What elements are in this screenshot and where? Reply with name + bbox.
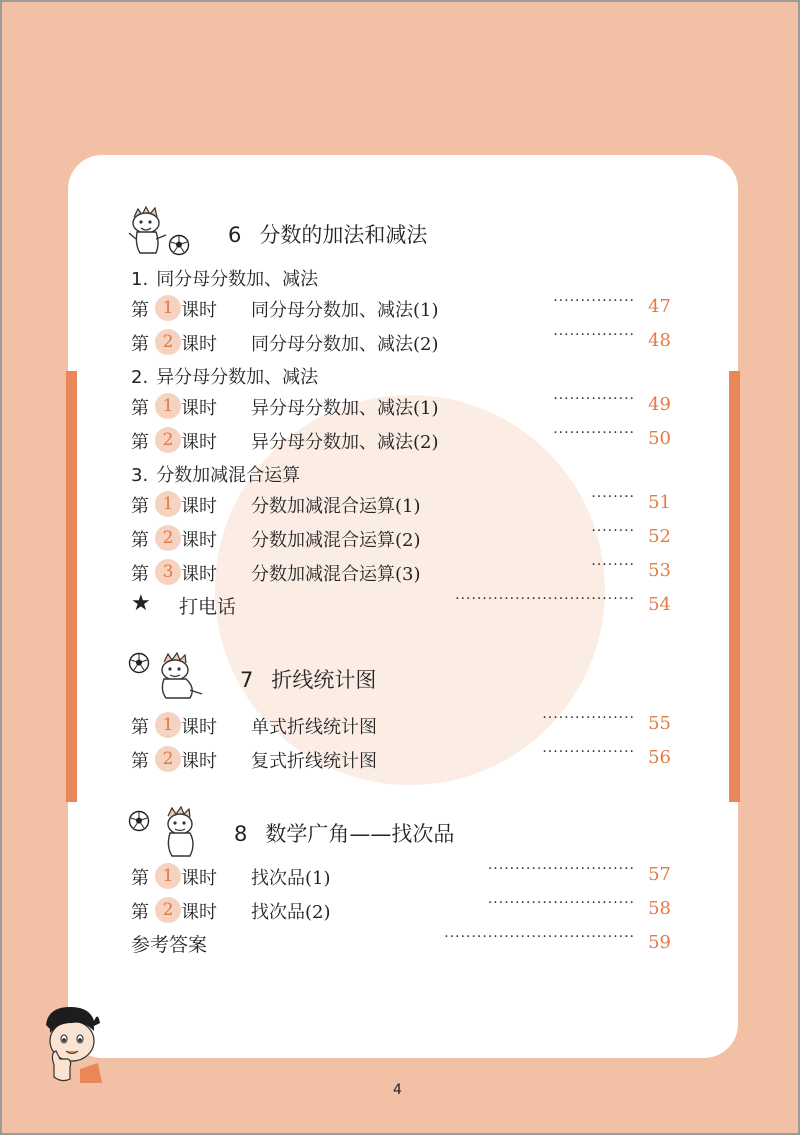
unit-7-title[interactable] <box>240 664 376 694</box>
dot-leader: ········ <box>591 523 635 539</box>
lesson-index-badge: 2 <box>155 427 181 453</box>
lesson-topic: 异分母分数加、减法(2) <box>251 432 439 453</box>
lesson-row[interactable]: 第 2 课时 异分母分数加、减法(2) ··············· 50 <box>131 425 671 453</box>
lesson-topic: 找次品(1) <box>251 868 331 889</box>
dot-leader: ··············· <box>553 391 635 407</box>
unit-7-label: 折线统计图 <box>271 668 377 692</box>
lesson-index-badge: 2 <box>155 897 181 923</box>
page-ref: 49 <box>648 394 671 415</box>
dot-leader: ··································· <box>444 929 635 945</box>
unit-8-title[interactable] <box>234 818 454 848</box>
page-number: 4 <box>393 1082 402 1098</box>
lesson-index-badge: 1 <box>155 863 181 889</box>
dot-leader: ··························· <box>487 861 635 877</box>
extra-activity-title: 打电话 <box>179 596 237 618</box>
page-ref: 55 <box>648 713 671 734</box>
lesson-row[interactable]: 第 1 课时 找次品(1) ··························· 57 <box>131 861 671 889</box>
soccer-ball-icon <box>128 810 150 832</box>
lesson-topic: 找次品(2) <box>251 902 331 923</box>
section-2-title[interactable]: 2. 异分母分数加、减法 <box>131 367 319 388</box>
lesson-row[interactable]: 第 1 课时 同分母分数加、减法(1) ··············· 47 <box>131 293 671 321</box>
unit-8-number: 8 <box>234 822 248 846</box>
lesson-row[interactable]: 第 2 课时 找次品(2) ··························· 58 <box>131 895 671 923</box>
dot-leader: ··············· <box>553 425 635 441</box>
lesson-row[interactable]: 第 2 课时 分数加减混合运算(2) ········ 52 <box>131 523 671 551</box>
lesson-topic: 单式折线统计图 <box>251 717 377 738</box>
lesson-index-badge: 2 <box>155 329 181 355</box>
dot-leader: ················· <box>542 744 635 760</box>
page-ref: 48 <box>648 330 671 351</box>
page-ref: 52 <box>648 526 671 547</box>
thumbs-up-boy-icon <box>40 1003 106 1085</box>
soccer-ball-icon <box>168 234 190 256</box>
lesson-topic: 异分母分数加、减法(1) <box>251 398 439 419</box>
dot-leader: ··············· <box>553 327 635 343</box>
page-ref: 54 <box>648 594 671 615</box>
dot-leader: ········ <box>591 489 635 505</box>
dinosaur-mascot-icon <box>158 804 208 860</box>
lesson-topic: 分数加减混合运算(1) <box>251 496 421 517</box>
page-ref: 59 <box>648 932 671 953</box>
lesson-topic: 分数加减混合运算(3) <box>251 564 421 585</box>
unit-8-label: 数学广角——找次品 <box>265 822 455 846</box>
lesson-row[interactable]: 第 2 课时 复式折线统计图 ················· 56 <box>131 744 671 772</box>
lesson-topic: 复式折线统计图 <box>251 751 377 772</box>
lesson-index-badge: 2 <box>155 525 181 551</box>
page-ref: 50 <box>648 428 671 449</box>
unit-6-number: 6 <box>228 223 242 247</box>
dot-leader: ··························· <box>487 895 635 911</box>
page-ref: 53 <box>648 560 671 581</box>
dot-leader: ································· <box>455 591 635 607</box>
lesson-topic: 分数加减混合运算(2) <box>251 530 421 551</box>
answers-row[interactable] <box>131 929 671 959</box>
section-1-title[interactable]: 1. 同分母分数加、减法 <box>131 269 319 290</box>
dot-leader: ················· <box>542 710 635 726</box>
lesson-index-badge: 1 <box>155 393 181 419</box>
page-ref: 56 <box>648 747 671 768</box>
star-icon: ★ <box>131 591 151 616</box>
soccer-ball-icon <box>128 652 150 674</box>
section-3-title[interactable]: 3. 分数加减混合运算 <box>131 465 301 486</box>
dot-leader: ··············· <box>553 293 635 309</box>
lesson-row[interactable]: 第 2 课时 同分母分数加、减法(2) ··············· 48 <box>131 327 671 355</box>
unit-6-label: 分数的加法和减法 <box>259 223 428 247</box>
lesson-row[interactable]: 第 3 课时 分数加减混合运算(3) ········ 53 <box>131 557 671 585</box>
unit-7-number: 7 <box>240 668 254 692</box>
lesson-topic: 同分母分数加、减法(1) <box>251 300 439 321</box>
dot-leader: ········ <box>591 557 635 573</box>
lesson-row[interactable]: 第 1 课时 分数加减混合运算(1) ········ 51 <box>131 489 671 517</box>
lesson-index-badge: 3 <box>155 559 181 585</box>
page-ref: 58 <box>648 898 671 919</box>
lesson-index-badge: 2 <box>155 746 181 772</box>
lesson-topic: 同分母分数加、减法(2) <box>251 334 439 355</box>
page-ref: 51 <box>648 492 671 513</box>
answers-title: 参考答案 <box>131 934 208 956</box>
unit-6-title[interactable] <box>228 219 427 249</box>
lesson-row[interactable]: 第 1 课时 异分母分数加、减法(1) ··············· 49 <box>131 391 671 419</box>
lesson-index-badge: 1 <box>155 712 181 738</box>
page-ref: 57 <box>648 864 671 885</box>
page-ref: 47 <box>648 296 671 317</box>
extra-activity-row[interactable] <box>131 591 671 621</box>
lesson-index-badge: 1 <box>155 295 181 321</box>
dinosaur-mascot-icon <box>150 650 210 704</box>
lesson-index-badge: 1 <box>155 491 181 517</box>
lesson-row[interactable]: 第 1 课时 单式折线统计图 ················· 55 <box>131 710 671 738</box>
